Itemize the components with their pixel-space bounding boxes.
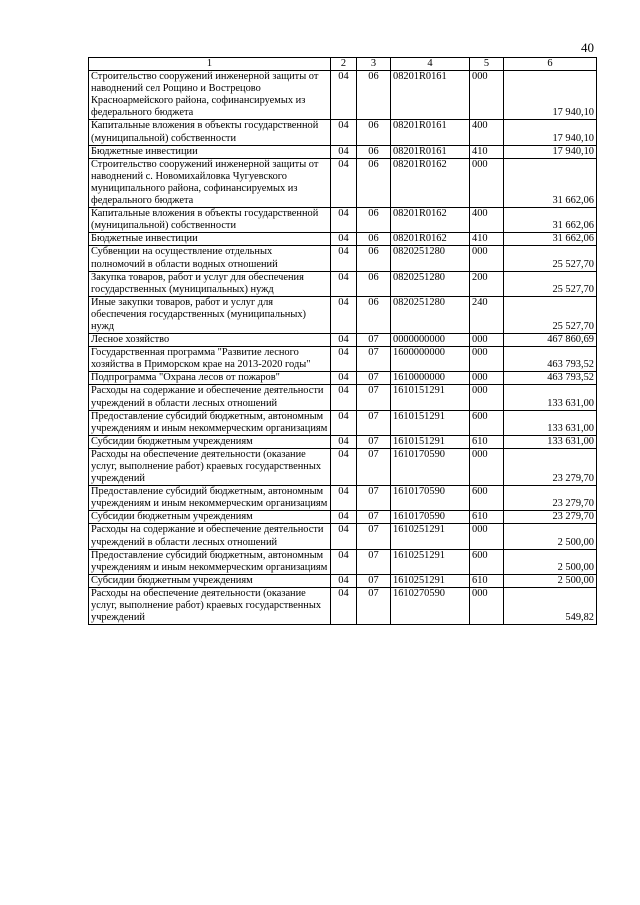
column-header: 3: [357, 58, 391, 71]
cell-expense-kind: 600: [470, 549, 504, 574]
table-row: [89, 435, 597, 448]
cell-subsection: 07: [357, 334, 391, 347]
cell-target-code: 1600000000: [391, 347, 470, 372]
cell-target-code: 1610170590: [391, 448, 470, 485]
cell-name: Государственная программа "Развитие лесного хозяйства в Приморском крае на 2013-2020 годы": [89, 347, 331, 372]
table-row: [89, 448, 597, 485]
cell-subsection: 07: [357, 347, 391, 372]
table-row: [89, 120, 597, 145]
table-row: [89, 347, 597, 372]
table-row: [89, 158, 597, 207]
cell-amount: 467 860,69: [504, 334, 597, 347]
cell-name: Расходы на обеспечение деятельности (оказание услуг, выполнение работ) краевых государственных учреждений: [89, 448, 331, 485]
cell-section: 04: [331, 158, 357, 207]
cell-amount: 2 500,00: [504, 574, 597, 587]
cell-expense-kind: 000: [470, 158, 504, 207]
cell-section: 04: [331, 347, 357, 372]
table-row: [89, 524, 597, 549]
cell-section: 04: [331, 448, 357, 485]
table-row: [89, 71, 597, 120]
cell-expense-kind: 610: [470, 511, 504, 524]
cell-target-code: 1610270590: [391, 587, 470, 624]
cell-target-code: 08201R0162: [391, 158, 470, 207]
cell-name: Бюджетные инвестиции: [89, 145, 331, 158]
cell-expense-kind: 400: [470, 208, 504, 233]
cell-subsection: 07: [357, 511, 391, 524]
cell-expense-kind: 240: [470, 296, 504, 333]
cell-expense-kind: 200: [470, 271, 504, 296]
cell-target-code: 1610170590: [391, 511, 470, 524]
column-header: 2: [331, 58, 357, 71]
cell-subsection: 06: [357, 208, 391, 233]
column-header: 4: [391, 58, 470, 71]
cell-section: 04: [331, 372, 357, 385]
cell-expense-kind: 000: [470, 448, 504, 485]
cell-target-code: 1610151291: [391, 410, 470, 435]
cell-section: 04: [331, 574, 357, 587]
cell-amount: 17 940,10: [504, 71, 597, 120]
cell-name: Строительство сооружений инженерной защиты от наводнений с. Новомихайловка Чугуевского муниципального района, софинансируемых из федерального бюджета: [89, 158, 331, 207]
table-row: [89, 511, 597, 524]
table-row: [89, 549, 597, 574]
cell-amount: 25 527,70: [504, 246, 597, 271]
cell-subsection: 07: [357, 372, 391, 385]
cell-section: 04: [331, 549, 357, 574]
cell-subsection: 07: [357, 587, 391, 624]
column-header: 5: [470, 58, 504, 71]
table-row: [89, 208, 597, 233]
cell-amount: 25 527,70: [504, 296, 597, 333]
cell-section: 04: [331, 511, 357, 524]
cell-section: 04: [331, 71, 357, 120]
cell-name: Закупка товаров, работ и услуг для обеспечения государственных (муниципальных) нужд: [89, 271, 331, 296]
cell-name: Субсидии бюджетным учреждениям: [89, 511, 331, 524]
cell-subsection: 06: [357, 271, 391, 296]
cell-subsection: 07: [357, 524, 391, 549]
table-row: [89, 246, 597, 271]
cell-expense-kind: 410: [470, 233, 504, 246]
cell-name: Расходы на содержание и обеспечение деятельности учреждений в области лесных отношений: [89, 524, 331, 549]
cell-name: Бюджетные инвестиции: [89, 233, 331, 246]
cell-subsection: 07: [357, 574, 391, 587]
cell-target-code: 08201R0162: [391, 208, 470, 233]
cell-name: Предоставление субсидий бюджетным, автономным учреждениям и иным некоммерческим организациям: [89, 486, 331, 511]
cell-expense-kind: 600: [470, 486, 504, 511]
cell-expense-kind: 000: [470, 524, 504, 549]
cell-target-code: 08201R0161: [391, 145, 470, 158]
cell-section: 04: [331, 587, 357, 624]
cell-expense-kind: 000: [470, 71, 504, 120]
cell-expense-kind: 000: [470, 587, 504, 624]
cell-target-code: 1610251291: [391, 549, 470, 574]
cell-name: Субсидии бюджетным учреждениям: [89, 435, 331, 448]
cell-amount: 2 500,00: [504, 549, 597, 574]
cell-section: 04: [331, 120, 357, 145]
cell-name: Иные закупки товаров, работ и услуг для обеспечения государственных (муниципальных) нужд: [89, 296, 331, 333]
cell-section: 04: [331, 246, 357, 271]
cell-section: 04: [331, 524, 357, 549]
cell-subsection: 07: [357, 486, 391, 511]
cell-name: Субвенции на осуществление отдельных полномочий в области водных отношений: [89, 246, 331, 271]
budget-table: [88, 57, 597, 625]
table-header-row: [89, 58, 597, 71]
cell-target-code: 1610000000: [391, 372, 470, 385]
table-row: [89, 296, 597, 333]
cell-name: Строительство сооружений инженерной защиты от наводнений сел Рощино и Вострецово Красноармейского района, софинансируемых из федерального бюджета: [89, 71, 331, 120]
cell-target-code: 1610251291: [391, 524, 470, 549]
table-row: [89, 145, 597, 158]
cell-name: Расходы на обеспечение деятельности (оказание услуг, выполнение работ) краевых государственных учреждений: [89, 587, 331, 624]
cell-subsection: 06: [357, 296, 391, 333]
cell-target-code: 0000000000: [391, 334, 470, 347]
cell-section: 04: [331, 385, 357, 410]
cell-target-code: 0820251280: [391, 296, 470, 333]
table-row: [89, 574, 597, 587]
page-number: 40: [581, 40, 594, 55]
cell-section: 04: [331, 410, 357, 435]
cell-amount: 31 662,06: [504, 208, 597, 233]
cell-section: 04: [331, 145, 357, 158]
cell-expense-kind: 610: [470, 574, 504, 587]
cell-subsection: 07: [357, 385, 391, 410]
table-row: [89, 334, 597, 347]
cell-name: Субсидии бюджетным учреждениям: [89, 574, 331, 587]
cell-name: Предоставление субсидий бюджетным, автономным учреждениям и иным некоммерческим организациям: [89, 410, 331, 435]
cell-subsection: 07: [357, 435, 391, 448]
table-row: [89, 385, 597, 410]
cell-target-code: 1610151291: [391, 385, 470, 410]
cell-subsection: 06: [357, 233, 391, 246]
cell-subsection: 06: [357, 158, 391, 207]
cell-section: 04: [331, 486, 357, 511]
cell-target-code: 1610170590: [391, 486, 470, 511]
cell-expense-kind: 000: [470, 246, 504, 271]
cell-target-code: 08201R0161: [391, 71, 470, 120]
cell-name: Расходы на содержание и обеспечение деятельности учреждений в области лесных отношений: [89, 385, 331, 410]
cell-name: Капитальные вложения в объекты государственной (муниципальной) собственности: [89, 120, 331, 145]
cell-target-code: 1610151291: [391, 435, 470, 448]
cell-amount: 2 500,00: [504, 524, 597, 549]
cell-subsection: 06: [357, 246, 391, 271]
cell-target-code: 08201R0161: [391, 120, 470, 145]
cell-amount: 133 631,00: [504, 410, 597, 435]
cell-expense-kind: 600: [470, 410, 504, 435]
cell-amount: 17 940,10: [504, 120, 597, 145]
cell-amount: 133 631,00: [504, 385, 597, 410]
cell-section: 04: [331, 334, 357, 347]
cell-name: Подпрограмма "Охрана лесов от пожаров": [89, 372, 331, 385]
cell-amount: 463 793,52: [504, 372, 597, 385]
cell-expense-kind: 000: [470, 347, 504, 372]
cell-section: 04: [331, 233, 357, 246]
cell-expense-kind: 410: [470, 145, 504, 158]
cell-amount: 23 279,70: [504, 486, 597, 511]
cell-amount: 133 631,00: [504, 435, 597, 448]
cell-amount: 31 662,06: [504, 233, 597, 246]
table-row: [89, 233, 597, 246]
cell-section: 04: [331, 296, 357, 333]
cell-expense-kind: 610: [470, 435, 504, 448]
cell-subsection: 07: [357, 448, 391, 485]
cell-section: 04: [331, 271, 357, 296]
cell-target-code: 08201R0162: [391, 233, 470, 246]
cell-name: Капитальные вложения в объекты государственной (муниципальной) собственности: [89, 208, 331, 233]
cell-section: 04: [331, 435, 357, 448]
table-row: [89, 271, 597, 296]
cell-amount: 25 527,70: [504, 271, 597, 296]
cell-amount: 17 940,10: [504, 145, 597, 158]
cell-subsection: 06: [357, 120, 391, 145]
cell-subsection: 06: [357, 145, 391, 158]
cell-subsection: 06: [357, 71, 391, 120]
cell-expense-kind: 000: [470, 334, 504, 347]
cell-amount: 23 279,70: [504, 511, 597, 524]
cell-section: 04: [331, 208, 357, 233]
column-header: 6: [504, 58, 597, 71]
cell-expense-kind: 000: [470, 372, 504, 385]
cell-target-code: 0820251280: [391, 271, 470, 296]
cell-expense-kind: 000: [470, 385, 504, 410]
table-row: [89, 587, 597, 624]
table-row: [89, 486, 597, 511]
cell-target-code: 0820251280: [391, 246, 470, 271]
cell-subsection: 07: [357, 549, 391, 574]
cell-target-code: 1610251291: [391, 574, 470, 587]
table-row: [89, 372, 597, 385]
cell-amount: 23 279,70: [504, 448, 597, 485]
cell-amount: 463 793,52: [504, 347, 597, 372]
cell-amount: 31 662,06: [504, 158, 597, 207]
cell-expense-kind: 400: [470, 120, 504, 145]
table-row: [89, 410, 597, 435]
cell-name: Лесное хозяйство: [89, 334, 331, 347]
cell-amount: 549,82: [504, 587, 597, 624]
column-header: 1: [89, 58, 331, 71]
cell-name: Предоставление субсидий бюджетным, автономным учреждениям и иным некоммерческим организациям: [89, 549, 331, 574]
cell-subsection: 07: [357, 410, 391, 435]
